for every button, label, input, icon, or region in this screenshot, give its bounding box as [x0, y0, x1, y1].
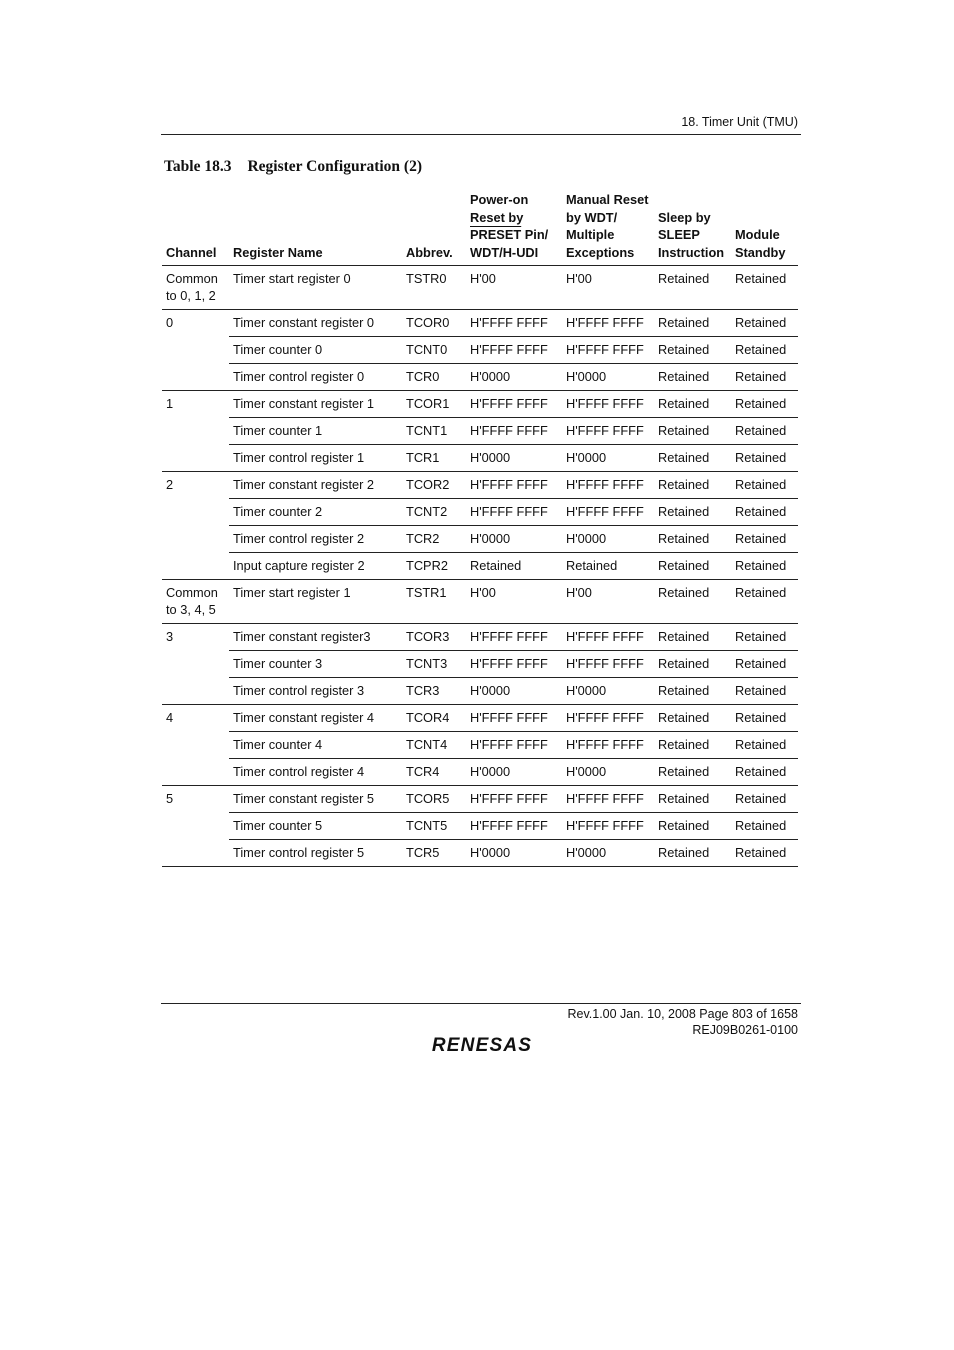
table-row — [162, 418, 798, 445]
cell-module-standby: Retained — [731, 840, 798, 867]
table-row — [162, 624, 798, 651]
cell-module-standby: Retained — [731, 310, 798, 337]
cell-register-name: Timer control register 0 — [229, 364, 402, 391]
cell-register-name: Timer control register 2 — [229, 526, 402, 553]
cell-manual-reset: H'FFFF FFFF — [562, 391, 654, 418]
cell-abbrev: TCOR2 — [402, 472, 466, 499]
cell-sleep: Retained — [654, 499, 731, 526]
cell-register-name: Timer constant register 1 — [229, 391, 402, 418]
table-row — [162, 786, 798, 813]
svg-text:RENESAS: RENESAS — [431, 1035, 533, 1056]
cell-channel — [162, 813, 229, 840]
cell-poweron-reset: H'FFFF FFFF — [466, 732, 562, 759]
cell-manual-reset: H'FFFF FFFF — [562, 624, 654, 651]
cell-module-standby: Retained — [731, 445, 798, 472]
cell-poweron-reset: H'FFFF FFFF — [466, 391, 562, 418]
cell-manual-reset: H'FFFF FFFF — [562, 732, 654, 759]
cell-module-standby: Retained — [731, 678, 798, 705]
cell-channel: Common to 0, 1, 2 — [162, 266, 229, 310]
cell-manual-reset: H'00 — [562, 580, 654, 624]
cell-channel: 0 — [166, 315, 174, 331]
cell-sleep: Retained — [654, 678, 731, 705]
cell-manual-reset: H'FFFF FFFF — [562, 472, 654, 499]
cell-abbrev: TCPR2 — [402, 553, 466, 580]
cell-sleep: Retained — [654, 472, 731, 499]
table-number: Table 18.3 — [164, 158, 232, 175]
cell-poweron-reset: H'FFFF FFFF — [466, 418, 562, 445]
cell-abbrev: TCNT5 — [402, 813, 466, 840]
cell-module-standby: Retained — [731, 786, 798, 813]
cell-register-name: Timer counter 4 — [229, 732, 402, 759]
cell-sleep: Retained — [654, 526, 731, 553]
cell-manual-reset: H'0000 — [562, 526, 654, 553]
cell-manual-reset: H'0000 — [562, 364, 654, 391]
cell-module-standby: Retained — [731, 418, 798, 445]
table-row — [162, 813, 798, 840]
cell-poweron-reset: H'00 — [466, 266, 562, 310]
cell-register-name: Timer start register 1 — [229, 580, 402, 624]
table-row — [162, 732, 798, 759]
cell-poweron-reset: H'FFFF FFFF — [466, 705, 562, 732]
register-table — [162, 191, 798, 867]
cell-module-standby: Retained — [731, 759, 798, 786]
running-header: 18. Timer Unit (TMU) — [681, 115, 798, 129]
cell-channel: 4 — [166, 710, 174, 726]
cell-channel — [162, 364, 229, 391]
cell-poweron-reset: H'0000 — [466, 445, 562, 472]
cell-abbrev: TCNT0 — [402, 337, 466, 364]
cell-manual-reset: H'0000 — [562, 840, 654, 867]
table-row — [162, 651, 798, 678]
cell-sleep: Retained — [654, 624, 731, 651]
cell-module-standby: Retained — [731, 651, 798, 678]
cell-sleep: Retained — [654, 266, 731, 310]
table-row — [162, 499, 798, 526]
cell-sleep: Retained — [654, 759, 731, 786]
cell-channel — [162, 445, 229, 472]
cell-channel — [162, 337, 229, 364]
table-row — [162, 364, 798, 391]
table-row — [162, 337, 798, 364]
table-row — [162, 391, 798, 418]
cell-channel: 5 — [166, 791, 174, 807]
cell-poweron-reset: H'FFFF FFFF — [466, 624, 562, 651]
table-row — [162, 678, 798, 705]
cell-abbrev: TSTR1 — [402, 580, 466, 624]
table-row — [162, 840, 798, 867]
cell-sleep: Retained — [654, 580, 731, 624]
cell-manual-reset: H'FFFF FFFF — [562, 337, 654, 364]
cell-channel — [162, 526, 229, 553]
cell-abbrev: TCR2 — [402, 526, 466, 553]
cell-channel — [162, 840, 229, 867]
table-row — [162, 553, 798, 580]
col-poweron-reset: Power-on Reset by PRESET Pin/ WDT/H-UDI — [466, 191, 562, 266]
cell-module-standby: Retained — [731, 499, 798, 526]
cell-module-standby: Retained — [731, 813, 798, 840]
cell-module-standby: Retained — [731, 526, 798, 553]
col-abbrev: Abbrev. — [402, 191, 466, 266]
cell-abbrev: TCOR4 — [402, 705, 466, 732]
cell-manual-reset: H'00 — [562, 266, 654, 310]
cell-module-standby: Retained — [731, 364, 798, 391]
col-register-name: Register Name — [229, 191, 402, 266]
cell-register-name: Timer control register 3 — [229, 678, 402, 705]
cell-register-name: Timer counter 2 — [229, 499, 402, 526]
cell-poweron-reset: H'0000 — [466, 678, 562, 705]
cell-sleep: Retained — [654, 553, 731, 580]
table-title — [164, 158, 422, 176]
cell-channel — [162, 499, 229, 526]
col-module-standby: Module Standby — [731, 191, 798, 266]
table-row — [162, 472, 798, 499]
cell-manual-reset: H'FFFF FFFF — [562, 786, 654, 813]
cell-sleep: Retained — [654, 310, 731, 337]
table-row — [162, 705, 798, 732]
table-caption: Register Configuration (2) — [247, 158, 422, 175]
cell-poweron-reset: H'FFFF FFFF — [466, 499, 562, 526]
cell-module-standby: Retained — [731, 580, 798, 624]
cell-register-name: Timer constant register 0 — [229, 310, 402, 337]
cell-channel — [162, 678, 229, 705]
cell-abbrev: TCNT4 — [402, 732, 466, 759]
cell-register-name: Timer counter 1 — [229, 418, 402, 445]
cell-register-name: Timer control register 1 — [229, 445, 402, 472]
table-row — [162, 266, 798, 310]
cell-module-standby: Retained — [731, 705, 798, 732]
footer-doc-number: REJ09B0261-0100 — [692, 1023, 798, 1037]
footer-info — [567, 1006, 798, 1038]
footer-rule — [161, 1003, 801, 1004]
cell-register-name: Timer constant register 2 — [229, 472, 402, 499]
cell-register-name: Timer constant register3 — [229, 624, 402, 651]
cell-register-name: Timer control register 5 — [229, 840, 402, 867]
table-row — [162, 445, 798, 472]
cell-register-name: Timer constant register 4 — [229, 705, 402, 732]
cell-poweron-reset: Retained — [466, 553, 562, 580]
cell-channel: Common to 3, 4, 5 — [162, 580, 229, 624]
cell-poweron-reset: H'0000 — [466, 364, 562, 391]
table-row — [162, 310, 798, 337]
table-row — [162, 526, 798, 553]
cell-poweron-reset: H'FFFF FFFF — [466, 310, 562, 337]
cell-module-standby: Retained — [731, 732, 798, 759]
cell-abbrev: TCR3 — [402, 678, 466, 705]
cell-channel — [162, 651, 229, 678]
cell-manual-reset: H'FFFF FFFF — [562, 418, 654, 445]
cell-poweron-reset: H'FFFF FFFF — [466, 786, 562, 813]
cell-channel — [162, 553, 229, 580]
table-header-row — [162, 191, 798, 266]
cell-poweron-reset: H'0000 — [466, 840, 562, 867]
cell-sleep: Retained — [654, 813, 731, 840]
cell-abbrev: TCR5 — [402, 840, 466, 867]
cell-poweron-reset: H'FFFF FFFF — [466, 813, 562, 840]
cell-sleep: Retained — [654, 840, 731, 867]
cell-manual-reset: H'0000 — [562, 678, 654, 705]
cell-register-name: Input capture register 2 — [229, 553, 402, 580]
cell-abbrev: TCOR5 — [402, 786, 466, 813]
cell-sleep: Retained — [654, 732, 731, 759]
cell-channel — [162, 418, 229, 445]
cell-register-name: Timer control register 4 — [229, 759, 402, 786]
cell-register-name: Timer counter 0 — [229, 337, 402, 364]
cell-module-standby: Retained — [731, 391, 798, 418]
cell-manual-reset: H'FFFF FFFF — [562, 813, 654, 840]
cell-channel — [162, 759, 229, 786]
cell-abbrev: TCR0 — [402, 364, 466, 391]
cell-poweron-reset: H'0000 — [466, 526, 562, 553]
cell-channel: 2 — [166, 477, 174, 493]
cell-register-name: Timer constant register 5 — [229, 786, 402, 813]
cell-poweron-reset: H'00 — [466, 580, 562, 624]
cell-abbrev: TCNT2 — [402, 499, 466, 526]
cell-abbrev: TCNT3 — [402, 651, 466, 678]
col-manual-reset: Manual Reset by WDT/ Multiple Exceptions — [562, 191, 654, 266]
cell-sleep: Retained — [654, 705, 731, 732]
table-row — [162, 580, 798, 624]
cell-module-standby: Retained — [731, 553, 798, 580]
cell-channel — [162, 732, 229, 759]
cell-manual-reset: H'0000 — [562, 759, 654, 786]
cell-module-standby: Retained — [731, 472, 798, 499]
cell-abbrev: TCR4 — [402, 759, 466, 786]
col-sleep: Sleep by SLEEP Instruction — [654, 191, 731, 266]
cell-sleep: Retained — [654, 651, 731, 678]
col-channel: Channel — [162, 191, 229, 266]
cell-abbrev: TCOR1 — [402, 391, 466, 418]
cell-sleep: Retained — [654, 786, 731, 813]
cell-module-standby: Retained — [731, 624, 798, 651]
cell-abbrev: TCR1 — [402, 445, 466, 472]
table-row — [162, 759, 798, 786]
cell-poweron-reset: H'FFFF FFFF — [466, 472, 562, 499]
cell-sleep: Retained — [654, 418, 731, 445]
cell-poweron-reset: H'FFFF FFFF — [466, 337, 562, 364]
cell-module-standby: Retained — [731, 266, 798, 310]
renesas-logo — [422, 1032, 542, 1056]
cell-manual-reset: Retained — [562, 553, 654, 580]
cell-register-name: Timer counter 5 — [229, 813, 402, 840]
cell-abbrev: TCOR3 — [402, 624, 466, 651]
cell-manual-reset: H'FFFF FFFF — [562, 310, 654, 337]
cell-register-name: Timer counter 3 — [229, 651, 402, 678]
cell-abbrev: TSTR0 — [402, 266, 466, 310]
cell-channel: 1 — [166, 396, 174, 412]
cell-register-name: Timer start register 0 — [229, 266, 402, 310]
cell-manual-reset: H'FFFF FFFF — [562, 651, 654, 678]
header-rule — [161, 134, 801, 135]
cell-manual-reset: H'FFFF FFFF — [562, 705, 654, 732]
cell-manual-reset: H'FFFF FFFF — [562, 499, 654, 526]
cell-abbrev: TCNT1 — [402, 418, 466, 445]
cell-sleep: Retained — [654, 445, 731, 472]
cell-manual-reset: H'0000 — [562, 445, 654, 472]
cell-poweron-reset: H'FFFF FFFF — [466, 651, 562, 678]
cell-sleep: Retained — [654, 391, 731, 418]
cell-channel: 3 — [166, 629, 174, 645]
cell-sleep: Retained — [654, 364, 731, 391]
cell-sleep: Retained — [654, 337, 731, 364]
cell-module-standby: Retained — [731, 337, 798, 364]
cell-abbrev: TCOR0 — [402, 310, 466, 337]
table-body — [162, 266, 798, 867]
cell-poweron-reset: H'0000 — [466, 759, 562, 786]
footer-revision: Rev.1.00 Jan. 10, 2008 Page 803 of 1658 — [567, 1007, 798, 1021]
